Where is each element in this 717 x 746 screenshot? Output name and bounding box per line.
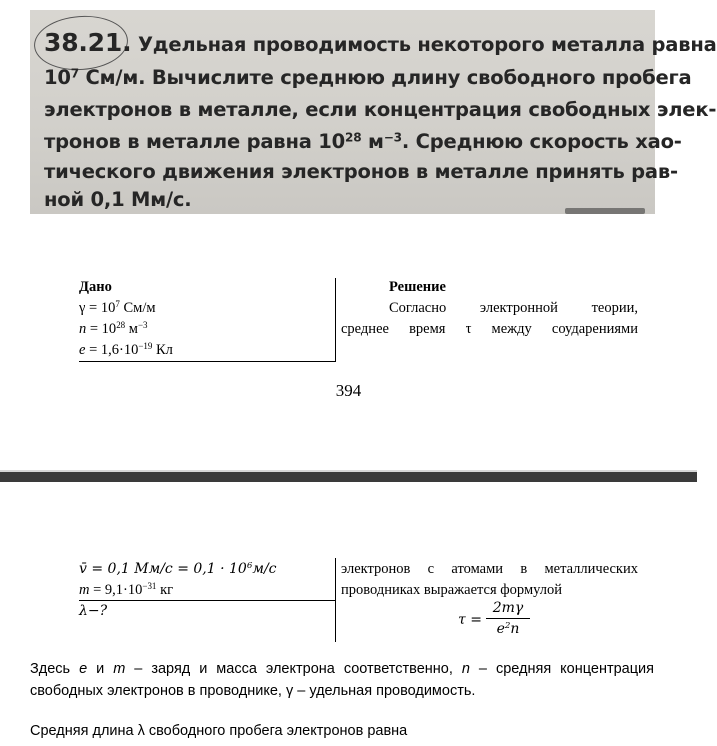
- given-gamma: $\gamma = 10^7$ См/м: [79, 299, 156, 316]
- explanation-line-1: Здесь e и m – заряд и масса электрона соответственно, n – средняя концентрация: [30, 661, 654, 677]
- formula-numerator: 2mγ: [492, 600, 524, 616]
- problem-photo: [30, 10, 717, 214]
- given-velocity: v̄ = 0,1 $Мм/с = 0,1 \cdot 10^6м/с$: [79, 561, 277, 577]
- solution-p2-line1: электронов с атомами в металлических: [341, 561, 638, 577]
- problem-line-3: электронов в металле, если концентрация свободных элек-: [44, 98, 717, 121]
- problem-line-5: тического движения электронов в металле принять рав-: [44, 160, 678, 183]
- formula-denominator: $e^2n$: [496, 621, 520, 637]
- table-divider-horizontal-2: [79, 600, 336, 601]
- problem-line-4: тронов в металле равна $10^{28}$ $м^{-3}$. Среднюю скорость хао-: [44, 130, 682, 153]
- explanation-line-3: Средняя длина λ свободного пробега электронов равна: [30, 723, 408, 739]
- problem-line-1: 38.21. Удельная проводимость некоторого металла равна: [44, 28, 717, 57]
- photo-edge-smudge: [565, 208, 645, 214]
- page-number: 394: [335, 381, 362, 400]
- given-e: $e = 1,6\cdot 10^{-19}$ Кл: [79, 341, 173, 358]
- table-divider-horizontal: [79, 361, 336, 362]
- explanation-line-2: свободных электронов в проводнике, γ – удельная проводимость.: [30, 683, 476, 699]
- given-mass: $m = 9,1\cdot 10^{-31}$ кг: [79, 581, 174, 598]
- find-lambda: λ−?: [79, 603, 108, 619]
- solution-p1-line1: Согласно электронной теории,: [389, 300, 638, 316]
- solution-p2-line2: проводниках выражается формулой: [341, 582, 562, 598]
- problem-line-6: ной 0,1 Мм/с.: [44, 188, 192, 211]
- solution-header: Решение: [389, 279, 446, 295]
- table-divider-vertical: [335, 278, 336, 361]
- solution-p1-line2: среднее время τ между соударениями: [341, 321, 638, 337]
- problem-line-2: $10^7$ См/м. Вычислите среднюю длину свободного пробега: [44, 66, 692, 89]
- given-header: Дано: [79, 279, 112, 295]
- page-gap: [0, 472, 697, 482]
- given-n: $n = 10^{28}$ $м^{-3}$: [79, 320, 148, 337]
- problem-number: 38.21.: [44, 28, 132, 57]
- formula-bar: [486, 618, 530, 619]
- formula-fraction: [486, 600, 530, 637]
- formula-lhs: τ =: [458, 612, 482, 628]
